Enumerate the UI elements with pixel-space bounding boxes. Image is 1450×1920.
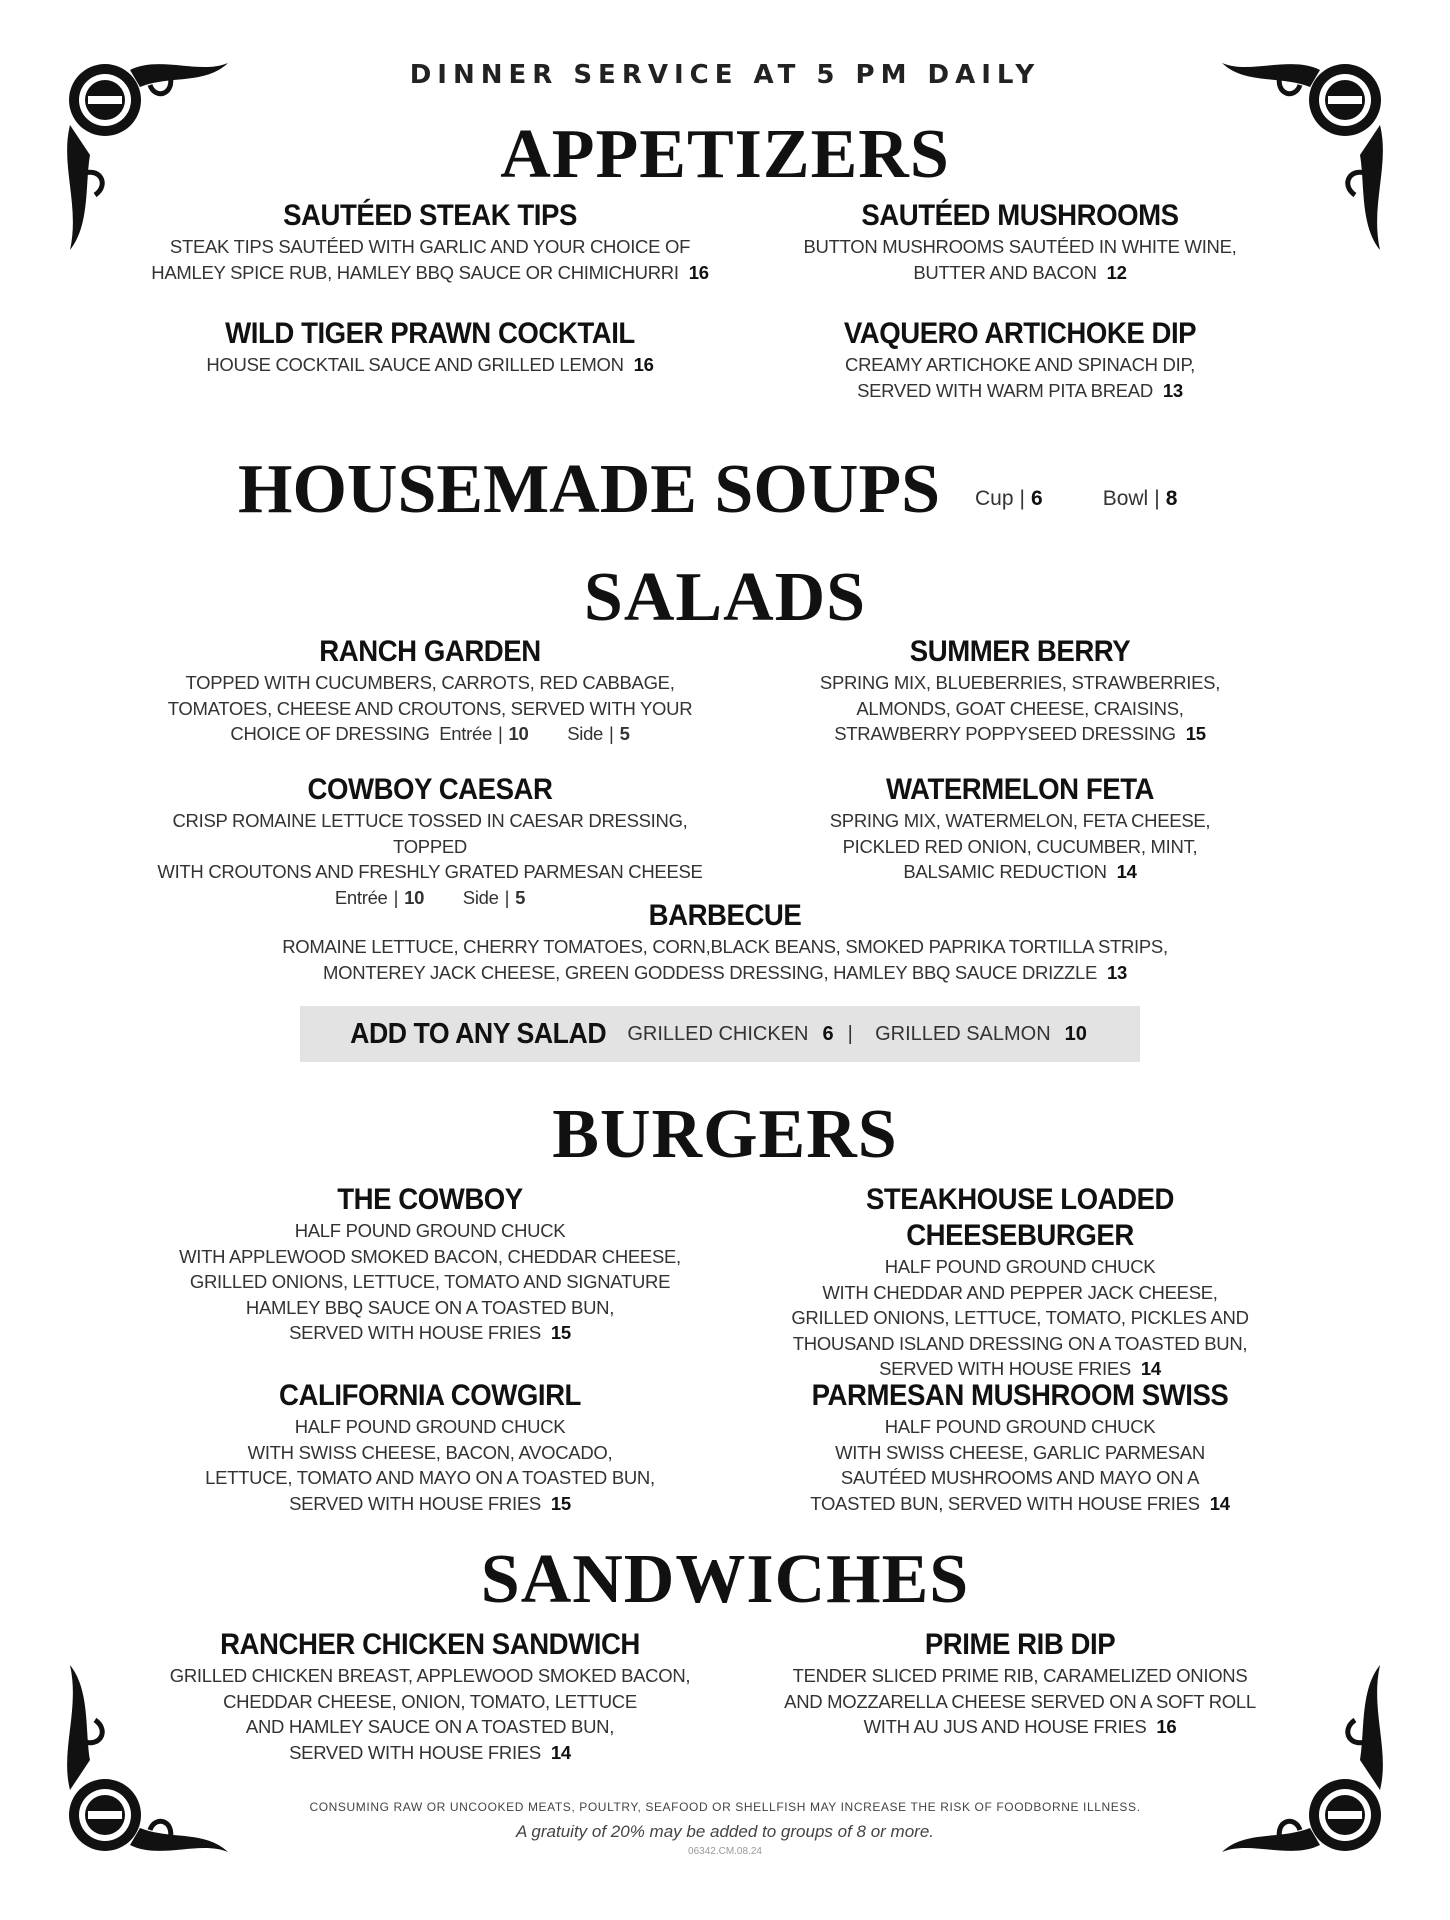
appetizers-heading: APPETIZERS [500, 116, 950, 193]
salad-summer-berry [740, 634, 1300, 747]
addon-option-chicken: GRILLED CHICKEN [627, 1022, 809, 1045]
item-name: WATERMELON FETA [885, 773, 1155, 806]
item-name: CALIFORNIA COWGIRL [279, 1379, 581, 1412]
item-name: SAUTÉED MUSHROOMS [861, 199, 1179, 232]
sandwich-prime-rib-dip [740, 1627, 1300, 1740]
item-name: VAQUERO ARTICHOKE DIP [843, 317, 1197, 350]
burger-california-cowgirl [150, 1378, 710, 1516]
item-description: BUTTON MUSHROOMS SAUTÉED IN WHITE WINE, BUTTER AND BACON [803, 236, 1237, 283]
item-price: 13 [1107, 961, 1127, 983]
item-price: 15 [1185, 723, 1206, 744]
item-name: THE COWBOY [337, 1183, 523, 1216]
item-name: SAUTÉED STEAK TIPS [283, 199, 577, 232]
menu-code: 06342.CM.08.24 [688, 1846, 762, 1857]
salad-cowboy-caesar: COWBOY CAESAR CRISP ROMAINE LETTUCE TOSSED IN CAESAR DRESSING, TOPPED WITH CROUTONS AND FRESHLY GRATED PARMESAN CHEESE Entrée | 10 Side | 5 [150, 772, 710, 910]
item-price: 14 [1140, 1358, 1161, 1379]
item-name: RANCHER CHICKEN SANDWICH [220, 1628, 640, 1661]
item-description: STEAK TIPS SAUTÉED WITH GARLIC AND YOUR CHOICE OF HAMLEY SPICE RUB, HAMLEY BBQ SAUCE OR CHIMICHURRI [151, 236, 691, 283]
item-name: PARMESAN MUSHROOM SWISS [811, 1379, 1229, 1412]
item-description: CRISP ROMAINE LETTUCE TOSSED IN CAESAR DRESSING, TOPPED WITH CROUTONS AND FRESHLY GRATED PARMESAN CHEESE [157, 810, 703, 882]
addon-divider: | [847, 1022, 853, 1045]
item-name: STEAKHOUSE LOADED CHEESEBURGER [865, 1183, 1175, 1252]
gratuity-note: A gratuity of 20% may be added to groups of 8 or more. [516, 1822, 934, 1841]
soups-heading: HOUSEMADE SOUPS [238, 451, 941, 528]
item-price: 16 [633, 354, 654, 375]
item-name: WILD TIGER PRAWN COCKTAIL [225, 317, 635, 350]
appetizer-artichoke-dip [740, 316, 1300, 403]
appetizer-mushrooms [740, 198, 1300, 285]
side-label: Side [462, 886, 499, 908]
item-price: 14 [1209, 1492, 1230, 1514]
item-description-last: CHOICE OF DRESSING [230, 723, 430, 744]
appetizer-steak-tips [150, 198, 710, 285]
item-description: GRILLED CHICKEN BREAST, APPLEWOOD SMOKED BACON, CHEDDAR CHEESE, ONION, TOMATO, LETTUCE AND HAMLEY SAUCE ON A TOASTED BUN, SERVED WITH HOUSE FRIES [169, 1665, 691, 1763]
item-description: HALF POUND GROUND CHUCK WITH CHEDDAR AND PEPPER JACK CHEESE, GRILLED ONIONS, LETTUCE, TOMATO, PICKLES AND THOUSAND ISLAND DRESSING ON A TOASTED BUN, SERVED WITH HOUSE FRIES [791, 1256, 1249, 1379]
item-price: 16 [688, 261, 709, 283]
item-description: HALF POUND GROUND CHUCK WITH APPLEWOOD SMOKED BACON, CHEDDAR CHEESE, GRILLED ONIONS, LETTUCE, TOMATO AND SIGNATURE HAMLEY BBQ SAUCE ON A TOASTED BUN, SERVED WITH HOUSE FRIES [179, 1220, 681, 1343]
item-name: BARBECUE [648, 899, 802, 932]
item-description: HALF POUND GROUND CHUCK WITH SWISS CHEESE, GARLIC PARMESAN SAUTÉED MUSHROOMS AND MAYO ON A TOASTED BUN, SERVED WITH HOUSE FRIES [810, 1416, 1205, 1514]
item-name: COWBOY CAESAR [307, 773, 553, 806]
item-description: SPRING MIX, BLUEBERRIES, STRAWBERRIES, ALMONDS, GOAT CHEESE, CRAISINS, STRAWBERRY POPPYSEED DRESSING [819, 672, 1221, 744]
item-price: 14 [1116, 861, 1137, 882]
bowl-label: Bowl [1102, 487, 1149, 510]
item-description: TOPPED WITH CUCUMBERS, CARROTS, RED CABBAGE, TOMATOES, CHEESE AND CROUTONS, SERVED WITH YOUR [167, 672, 693, 719]
item-price: 12 [1106, 261, 1127, 283]
side-price: 5 [619, 723, 630, 744]
salads-heading: SALADS [583, 559, 867, 636]
item-description: ROMAINE LETTUCE, CHERRY TOMATOES, CORN,BLACK BEANS, SMOKED PAPRIKA TORTILLA STRIPS, MONTEREY JACK CHEESE, GREEN GODDESS DRESSING, HAMLEY BBQ SAUCE DRIZZLE [282, 936, 1168, 983]
item-name: SUMMER BERRY [909, 635, 1131, 668]
salad-watermelon-feta [740, 772, 1300, 885]
item-price: 13 [1162, 379, 1183, 401]
salad-addon-banner [300, 1006, 1140, 1062]
burger-the-cowboy [150, 1182, 710, 1346]
entree-label: Entrée [334, 886, 388, 908]
service-hours-tagline: DINNER SERVICE AT 5 PM DAILY [409, 60, 1041, 90]
side-price: 5 [515, 886, 526, 908]
addon-price-chicken: 6 [822, 1022, 834, 1045]
cup-price: 6 [1031, 487, 1043, 510]
salad-barbecue [150, 898, 1300, 985]
entree-price: 10 [508, 723, 529, 744]
item-description: HOUSE COCKTAIL SAUCE AND GRILLED LEMON [206, 354, 624, 375]
item-price: 15 [550, 1322, 571, 1343]
item-description: HALF POUND GROUND CHUCK WITH SWISS CHEESE, BACON, AVOCADO, LETTUCE, TOMATO AND MAYO ON A TOASTED BUN, SERVED WITH HOUSE FRIES [205, 1416, 655, 1514]
soup-sizes: Cup | 6 Bowl | 8 [975, 487, 1178, 510]
salad-ranch-garden: RANCH GARDEN TOPPED WITH CUCUMBERS, CARROTS, RED CABBAGE, TOMATOES, CHEESE AND CROUTONS, SERVED WITH YOUR CHOICE OF DRESSING Entrée | 10 Side | 5 [150, 634, 710, 747]
cup-label: Cup [975, 487, 1014, 510]
appetizer-prawn-cocktail [150, 316, 710, 378]
sandwich-rancher-chicken [150, 1627, 710, 1765]
item-price: 14 [550, 1741, 571, 1763]
burger-parmesan-mushroom-swiss [740, 1378, 1300, 1516]
burgers-heading: BURGERS [552, 1096, 898, 1173]
sandwiches-heading: SANDWICHES [480, 1541, 970, 1618]
item-name: PRIME RIB DIP [924, 1628, 1116, 1661]
item-description: CREAMY ARTICHOKE AND SPINACH DIP, SERVED WITH WARM PITA BREAD [845, 354, 1195, 401]
side-label: Side [567, 723, 604, 744]
bowl-price: 8 [1165, 487, 1178, 510]
item-name: RANCH GARDEN [319, 635, 541, 668]
burger-steakhouse-loaded [740, 1182, 1300, 1382]
item-description: TENDER SLICED PRIME RIB, CARAMELIZED ONIONS AND MOZZARELLA CHEESE SERVED ON A SOFT ROLL WITH AU JUS AND HOUSE FRIES [784, 1665, 1256, 1737]
entree-label: Entrée [439, 723, 492, 744]
addon-price-salmon: 10 [1064, 1022, 1087, 1045]
item-price: 15 [550, 1492, 571, 1514]
addon-title: ADD TO ANY SALAD [350, 1017, 607, 1050]
item-price: 16 [1156, 1716, 1177, 1737]
entree-price: 10 [404, 886, 425, 908]
foodborne-illness-warning: CONSUMING RAW OR UNCOOKED MEATS, POULTRY, SEAFOOD OR SHELLFISH MAY INCREASE THE RISK OF FOODBORNE ILLNESS. [309, 1800, 1141, 1814]
item-description: SPRING MIX, WATERMELON, FETA CHEESE, PICKLED RED ONION, CUCUMBER, MINT, BALSAMIC REDUCTION [829, 810, 1211, 882]
addon-option-salmon: GRILLED SALMON [875, 1022, 1051, 1045]
